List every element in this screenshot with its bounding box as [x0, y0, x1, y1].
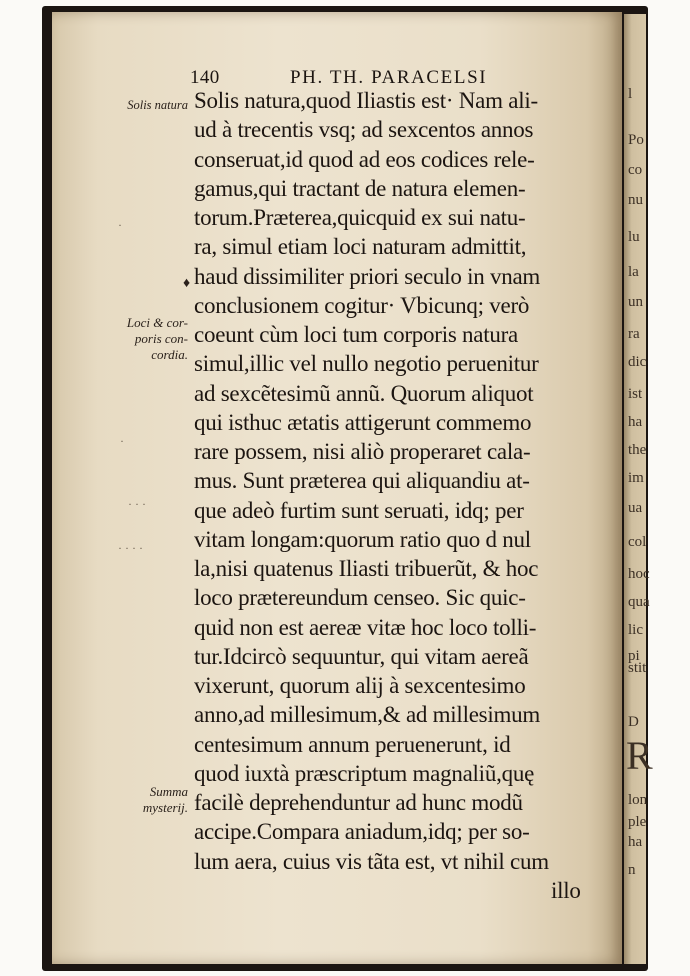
body-line: conclusionem cogitur· Vbicunq; verò: [194, 292, 530, 318]
body-line: gamus,qui tractant de natura elemen-: [194, 175, 526, 201]
facing-page-letter: ha: [628, 834, 643, 850]
body-line: mus. Sunt præterea qui aliquandiu at-: [194, 468, 530, 494]
facing-page-letter: la: [628, 264, 639, 280]
body-line: simul,illic vel nullo negotio peruenitur: [194, 351, 539, 377]
facing-page-letter: ua: [628, 500, 643, 516]
facing-page-letter: Po: [628, 132, 644, 148]
body-line: anno,ad millesimum,& ad millesimum: [194, 702, 541, 728]
margin-note-summa: [96, 784, 188, 816]
facing-page-letter: col: [628, 534, 647, 550]
body-line: rare possem, nisi aliò properaret cala-: [194, 439, 531, 464]
body-line: quod iuxtà præscriptum magnaliũ,quę: [194, 760, 535, 786]
facing-page-letter: nu: [628, 192, 643, 208]
body-line: coeunt cùm loci tum corporis natura: [194, 322, 519, 347]
facing-page-letter: ist: [628, 386, 643, 402]
ink-speck: ·: [118, 218, 122, 232]
facing-page-letter: n: [628, 862, 636, 878]
margin-note-summa-line: Summa: [149, 784, 188, 799]
facing-page-letter: hoc: [628, 566, 650, 582]
body-line: centesimum annum peruenerunt, id: [194, 731, 511, 757]
facing-page-letter: im: [628, 470, 644, 486]
facing-page-letter: ple: [628, 814, 647, 830]
margin-note-loci-line: poris con-: [134, 331, 188, 346]
body-line: torum.Præterea,quicquid ex sui natu-: [194, 205, 526, 230]
running-head-title: PH. TH. PARACELSI: [290, 67, 488, 88]
body-line: que adeò furtim sunt seruati, idq; per: [194, 497, 524, 523]
margin-note-solis: [96, 97, 188, 113]
facing-page-edge: [624, 14, 653, 964]
facing-page-letter: ha: [628, 414, 643, 430]
margin-note-loci-line: cordia.: [151, 347, 188, 362]
facing-page-letter: stit: [628, 660, 647, 676]
facing-page-letter: qua: [628, 594, 650, 610]
facing-page-letter: pi: [628, 648, 640, 664]
body-line: illo: [551, 877, 581, 903]
margin-note-solis-text: Solis natura: [127, 98, 188, 112]
facing-page-letter: l: [628, 86, 633, 102]
page-number: 140: [190, 67, 220, 88]
body-line: accipe.Compara aniadum,idq; per so-: [194, 819, 530, 845]
body-line: ad sexcẽtesimũ annũ. Quorum aliquot: [194, 380, 534, 406]
body-line: tur.Idcircò sequuntur, qui vitam aereã: [194, 643, 529, 669]
margin-note-loci: [92, 315, 188, 363]
facing-page-letter: the: [628, 442, 647, 458]
body-line: qui isthuc ætatis attigerunt commemo: [194, 409, 532, 435]
ink-speck: ·: [120, 434, 124, 448]
facing-page-letter: ra: [628, 326, 640, 342]
body-line: Solis natura,quod Iliastis est· Nam ali-: [194, 88, 538, 113]
body-line: vixerunt, quorum alij à sexcentesimo: [194, 673, 526, 698]
body-line: facilè deprehenduntur ad hunc modũ: [194, 790, 523, 815]
body-line: ud à trecentis vsq; ad sexcentos annos: [194, 117, 534, 143]
facing-page-letter: D: [628, 714, 639, 730]
facing-page-letter: lon: [628, 792, 648, 808]
body-line: ra, simul etiam loci naturam admittit,: [194, 234, 527, 260]
body-line: conseruat,id quod ad eos codices rele-: [194, 146, 535, 172]
body-line: haud dissimiliter priori seculo in vnam: [194, 263, 541, 289]
facing-page-letter: un: [628, 294, 643, 310]
body-line: quid non est aereæ vitæ hoc loco tolli-: [194, 614, 537, 640]
facing-page-letter: lu: [628, 229, 640, 245]
body-text: [194, 86, 599, 905]
ink-speck: · · ·: [128, 497, 146, 511]
body-line: loco prætereundum censeo. Sic quic-: [194, 585, 526, 611]
facing-page-letter: dic: [628, 354, 647, 370]
facing-page-letter: co: [628, 162, 643, 178]
body-line: la,nisi quatenus Iliasti tribuerũt, & hoc: [194, 556, 539, 581]
margin-note-loci-line: Loci & cor-: [126, 315, 188, 330]
facing-page-letters: [624, 14, 653, 964]
ink-speck: · · · ·: [118, 541, 143, 555]
margin-note-summa-line: mysterij.: [142, 800, 188, 815]
facing-page-letter: R: [626, 733, 653, 778]
body-line: lum aera, cuius vis tãta est, vt nihil cum: [194, 848, 549, 874]
ink-speck: ♦: [183, 276, 191, 291]
facing-page-letter: lic: [628, 622, 643, 638]
body-line: vitam longam:quorum ratio quo d nul: [194, 526, 531, 552]
